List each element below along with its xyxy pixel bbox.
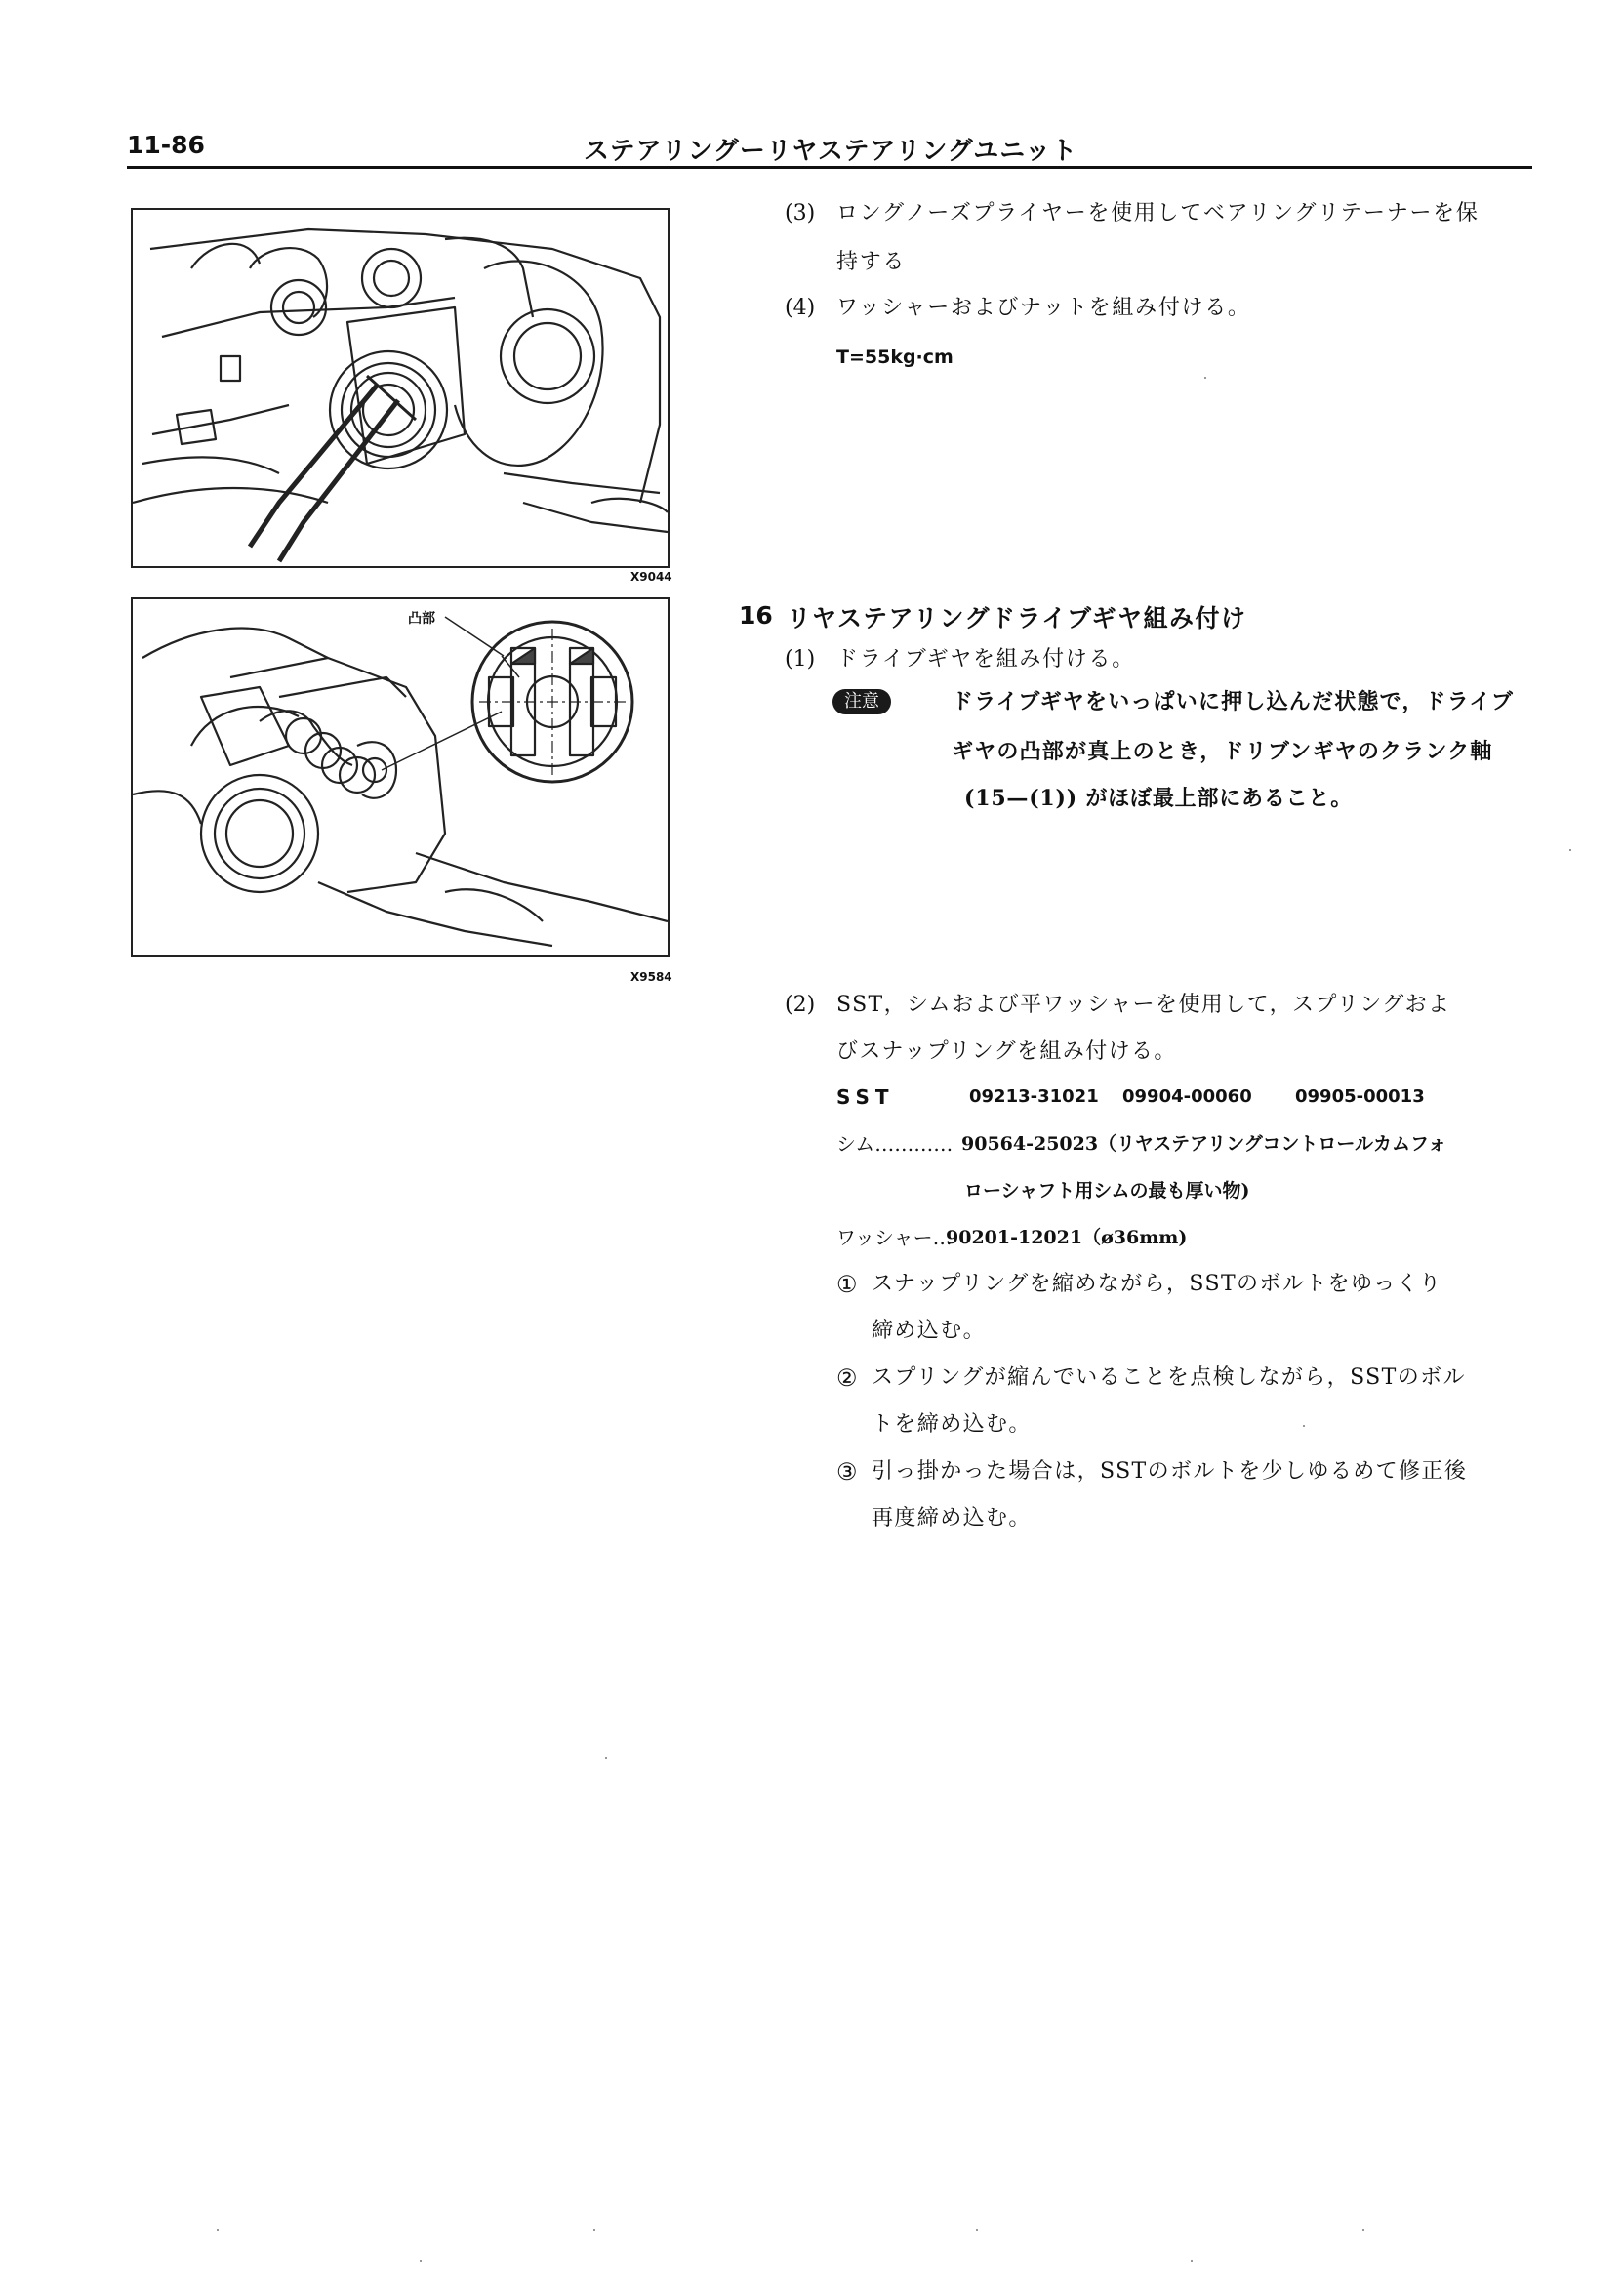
- sst-number-3: 09905-00013: [1295, 1086, 1425, 1107]
- step-1-text: ドライブギヤを組み付ける。: [836, 647, 1135, 672]
- substep-3-number: ③: [836, 1458, 858, 1486]
- sst-label: SST: [836, 1085, 895, 1109]
- step-4-text: ワッシャーおよびナットを組み付ける。: [836, 296, 1251, 320]
- shim-value-continued: ローシャフト用シムの最も厚い物): [964, 1180, 1250, 1201]
- scan-speck: [1204, 377, 1206, 379]
- scan-speck: [605, 1757, 607, 1759]
- substep-1-line-1: スナップリングを縮めながら，SSTのボルトをゆっくり: [872, 1272, 1442, 1296]
- caution-label: 注意: [832, 689, 891, 714]
- step-4-number: (4): [785, 296, 816, 320]
- step-1-number: (1): [785, 647, 816, 672]
- step-3-line-1: ロングノーズプライヤーを使用してベアリングリテーナーを保: [836, 201, 1480, 225]
- shim-label: シム…………: [836, 1132, 954, 1156]
- substep-3-line-2: 再度締め込む。: [872, 1506, 1032, 1530]
- step-3-line-2: 持する: [836, 250, 907, 274]
- caution-line-2: ギヤの凸部が真上のとき，ドリブンギヤのクランク軸: [952, 739, 1493, 764]
- scan-speck: [1362, 2229, 1364, 2231]
- figure-code-1: X9044: [630, 570, 672, 584]
- page-number: 11-86: [127, 131, 205, 159]
- section-number: 16: [739, 601, 773, 630]
- substep-2-line-2: トを締め込む。: [872, 1412, 1032, 1437]
- section-title: リヤステアリングドライブギヤ組み付け: [787, 604, 1247, 632]
- step-3-number: (3): [785, 201, 816, 225]
- figure-bearing-retainer: [131, 208, 670, 568]
- figure-drive-gear-illustration: [133, 599, 668, 955]
- scan-speck: [593, 2229, 595, 2231]
- step-2-line-2: びスナップリングを組み付ける。: [836, 1039, 1177, 1064]
- shim-value: 90564-25023（リヤステアリングコントロールカムフォ: [961, 1133, 1447, 1155]
- scan-speck: [420, 2260, 422, 2262]
- sst-number-1: 09213-31021: [969, 1086, 1099, 1107]
- substep-1-number: ①: [836, 1271, 858, 1298]
- figure-bearing-retainer-illustration: [133, 210, 668, 566]
- substep-3-line-1: 引っ掛かった場合は，SSTのボルトを少しゆるめて修正後: [872, 1459, 1468, 1484]
- sst-number-2: 09904-00060: [1122, 1086, 1252, 1107]
- caution-badge: [832, 689, 891, 714]
- step-2-number: (2): [785, 993, 816, 1017]
- scan-speck: [217, 2229, 219, 2231]
- page-title: ステアリングーリヤステアリングユニット: [584, 137, 1078, 166]
- caution-line-3: (15—(1)) がほぼ最上部にあること。: [964, 786, 1354, 811]
- scan-speck: [1191, 2260, 1193, 2262]
- figure-code-2: X9584: [630, 970, 672, 984]
- substep-2-line-1: スプリングが縮んでいることを点検しながら，SSTのボル: [872, 1365, 1466, 1390]
- scan-speck: [976, 2229, 978, 2231]
- caution-line-1: ドライブギヤをいっぱいに押し込んだ状態で，ドライブ: [952, 689, 1515, 714]
- washer-value: 90201-12021（ø36mm): [946, 1227, 1188, 1248]
- step-4-torque: T=55kg·cm: [836, 346, 954, 368]
- figure-drive-gear: [131, 597, 670, 957]
- step-2-line-1: SST，シムおよび平ワッシャーを使用して，スプリングおよ: [836, 993, 1451, 1017]
- header-rule: [127, 166, 1532, 169]
- substep-1-line-2: 締め込む。: [872, 1319, 987, 1343]
- substep-2-number: ②: [836, 1364, 858, 1392]
- washer-label: ワッシャー…: [836, 1226, 953, 1249]
- scan-speck: [1569, 849, 1571, 851]
- figure-callout-label: 凸部: [408, 611, 435, 627]
- scan-speck: [1303, 1425, 1305, 1427]
